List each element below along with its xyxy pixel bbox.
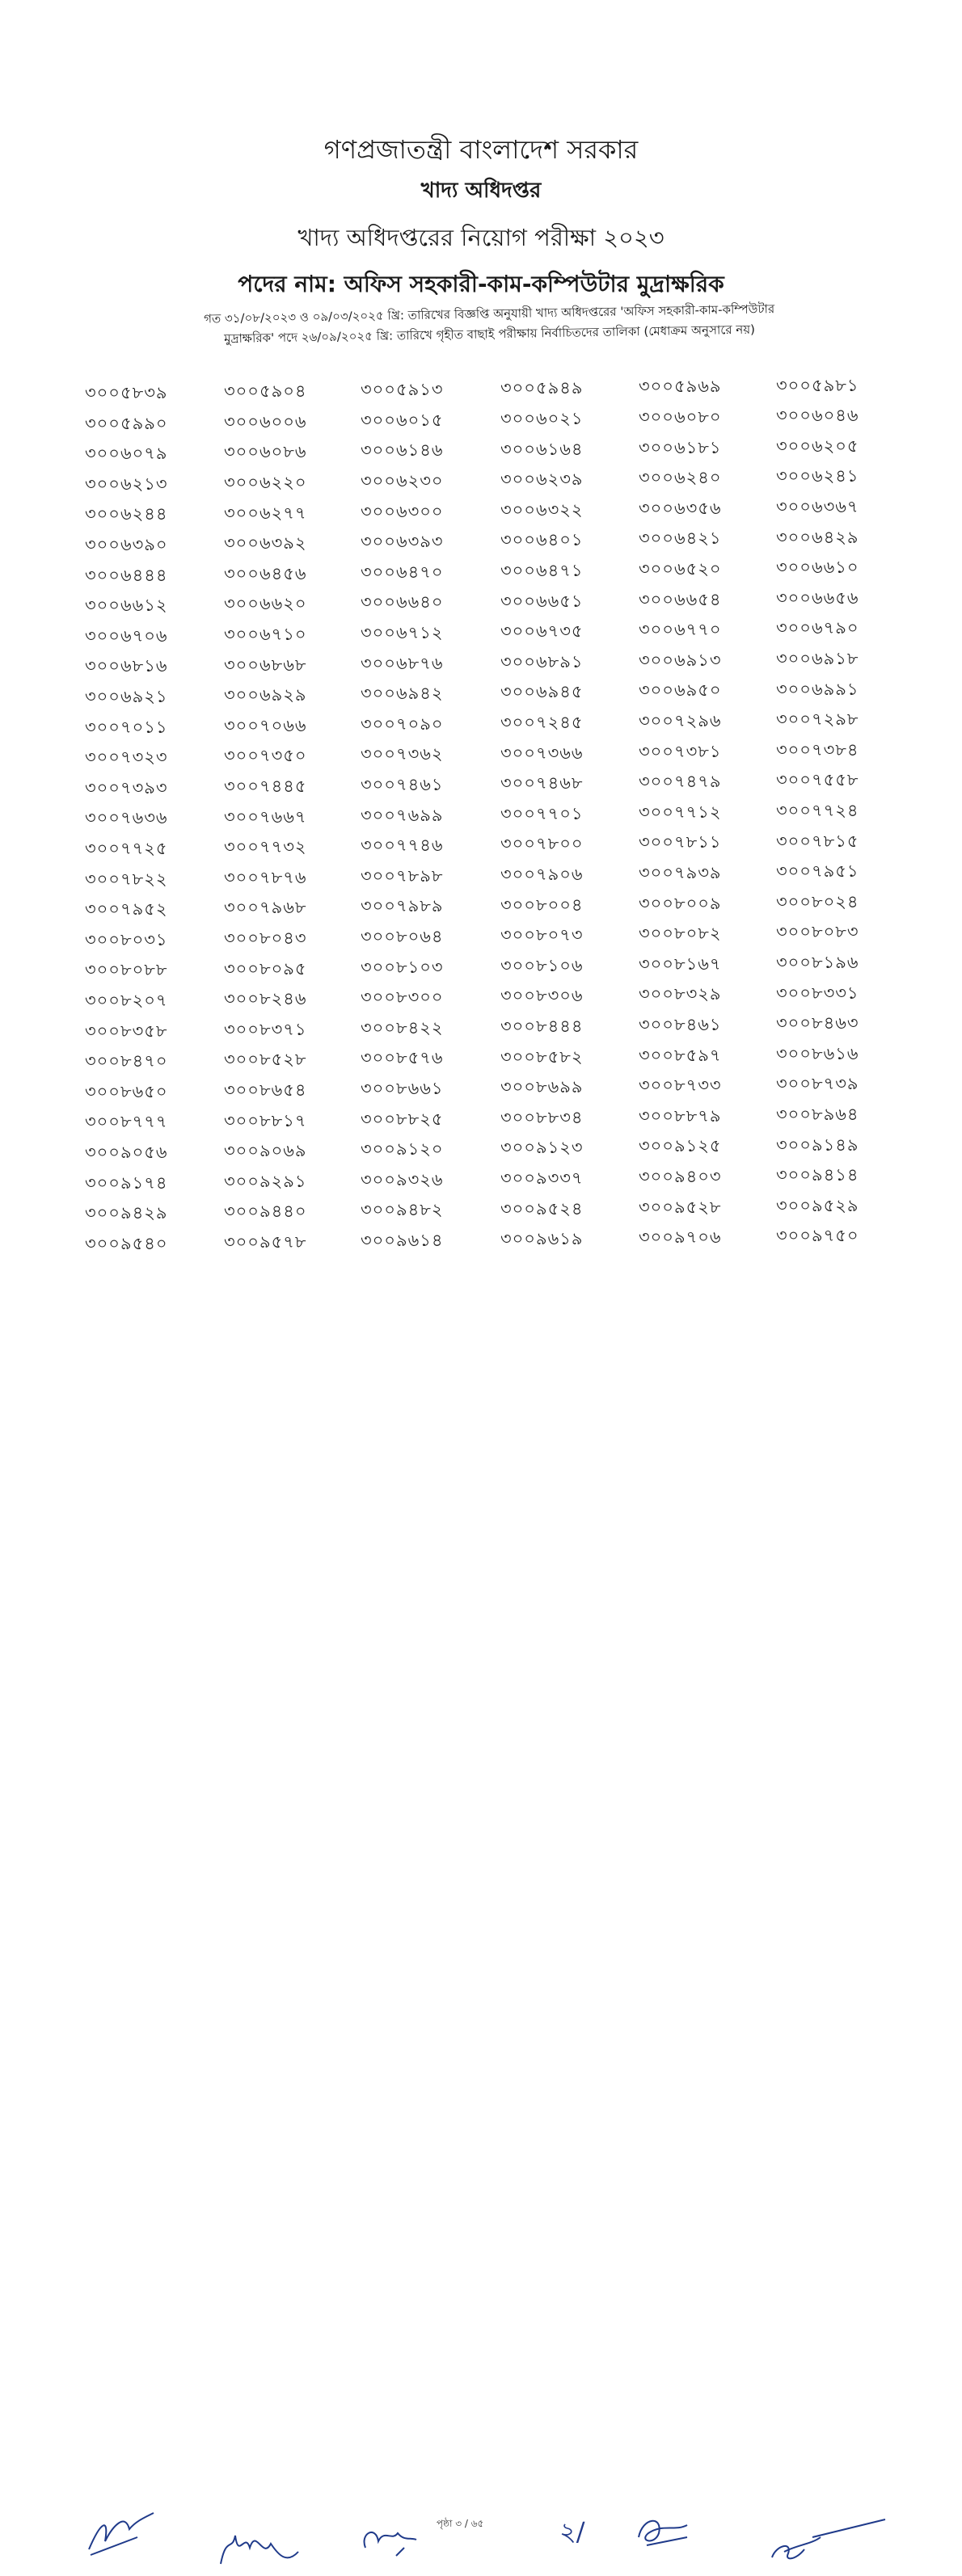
- roll-number: ৩০০৬৯২৯: [224, 685, 307, 705]
- roll-number: ৩০০৬০৮০: [639, 407, 722, 427]
- roll-number: ৩০০৬৪৫৬: [224, 563, 307, 583]
- roll-number: ৩০০৭৩৮১: [639, 741, 722, 761]
- roll-number: ৩০০৭৪৭৯: [639, 772, 722, 792]
- roll-number: ৩০০৬৩৯০: [85, 535, 168, 554]
- roll-number: ৩০০৭৩২৩: [85, 747, 168, 768]
- roll-number: ৩০০৮১৬৭: [639, 953, 722, 974]
- roll-number: ৩০০৭৩৯৩: [85, 777, 168, 798]
- roll-number: ৩০০৯৫২৯: [776, 1195, 859, 1215]
- roll-number: ৩০০৯০৫৬: [85, 1143, 168, 1162]
- roll-number: ৩০০৮৮৭৯: [639, 1105, 722, 1126]
- roll-number: ৩০০৬৬৪০: [361, 592, 444, 612]
- signature-4: [631, 2509, 695, 2553]
- roll-number: ৩০০৬৩৯২: [224, 533, 307, 554]
- roll-number: ৩০০৭৬৩৬: [85, 808, 168, 828]
- roll-number: ৩০০৮৭৩৯: [776, 1074, 859, 1094]
- roll-number: ৩০০৮৭৩৩: [639, 1075, 722, 1096]
- roll-number: ৩০০৬২৩০: [361, 471, 444, 490]
- roll-number: ৩০০৭৫৫৮: [776, 770, 859, 790]
- roll-number: ৩০০৬৬৫১: [500, 591, 584, 611]
- roll-number: ৩০০৮০৭৩: [500, 925, 584, 945]
- roll-number: ৩০০৭৮০০: [500, 834, 584, 854]
- roll-number: ৩০০৮০৪৩: [224, 928, 307, 948]
- roll-number: ৩০০৭৩৫০: [224, 746, 307, 766]
- roll-number: ৩০০৬৭৭০: [639, 620, 722, 640]
- roll-number: ৩০০৭৮১৫: [776, 831, 859, 851]
- roll-number: ৩০০৬৮৭৬: [361, 653, 444, 673]
- roll-number: ৩০০৭৭১২: [639, 802, 722, 822]
- signature-3: [356, 2517, 428, 2561]
- roll-number: ৩০০৬৯৯১: [776, 679, 859, 699]
- signature-2: [214, 2519, 303, 2576]
- roll-number: ৩০০৬০৮৬: [224, 442, 307, 462]
- roll-number: ৩০০৬৮৯১: [500, 651, 584, 671]
- roll-number: ৩০০৬৭৯০: [776, 618, 859, 638]
- roll-number: ৩০০৭৬৬৭: [224, 806, 307, 827]
- roll-number: ৩০০৮০৮৩: [776, 922, 859, 942]
- roll-number: ৩০০৬৩৯৩: [361, 532, 444, 552]
- roll-number: ৩০০৬৯১৩: [639, 650, 722, 670]
- roll-number: ৩০০৮৮২৫: [361, 1109, 444, 1129]
- roll-number: ৩০০৮৫৭৬: [361, 1048, 444, 1068]
- roll-number: ৩০০৬০২১: [500, 408, 584, 428]
- roll-number: ৩০০৮০৮২: [639, 924, 722, 944]
- intro-line-2: মুদ্রাক্ষরিক' পদে ২৬/০৯/২০২৫ খ্রি: তারিখে গৃহীত বাছাই পরীক্ষায় নির্বাচিতদের তালিকা (মেধাক্রম অনুসারে নয়): [224, 322, 756, 347]
- roll-number: ৩০০৮৫২৮: [224, 1050, 307, 1070]
- roll-number: ৩০০৯৪০৩: [639, 1167, 722, 1186]
- roll-number: ৩০০৬৯৪২: [361, 684, 444, 704]
- roll-number: ৩০০৮২৪৬: [224, 989, 307, 1009]
- roll-number: ৩০০৭৮২২: [85, 869, 168, 889]
- roll-number: ৩০০৭০৯০: [361, 713, 444, 734]
- roll-number: ৩০০৮১০৬: [500, 955, 584, 975]
- roll-number: ৩০০৮৪৬৩: [776, 1013, 859, 1033]
- roll-number: ৩০০৯৬১৪: [361, 1231, 444, 1250]
- roll-number: ৩০০৬৮১৬: [85, 656, 168, 676]
- roll-number: ৩০০৬৭৩৫: [500, 621, 584, 642]
- roll-number: ৩০০৬১৮১: [639, 437, 722, 457]
- roll-number: ৩০০৭৩৬২: [361, 744, 444, 764]
- roll-number: ৩০০৬৭০৬: [85, 625, 168, 646]
- signature-footer: [0, 1252, 962, 2547]
- roll-number: ৩০০৮৩২৯: [639, 984, 722, 1004]
- roll-number: ৩০০৮০২৪: [776, 891, 859, 911]
- roll-number: ৩০০৬২৪০: [639, 468, 722, 488]
- roll-number: ৩০০৮৪৭০: [85, 1051, 168, 1071]
- roll-number: ৩০০৬১৪৬: [361, 440, 444, 461]
- roll-number: ৩০০৭৯০৬: [500, 864, 584, 884]
- roll-number: ৩০০৯৫৭৮: [224, 1231, 307, 1252]
- roll-number: ৩০০৬০৪৬: [776, 406, 859, 426]
- roll-number: ৩০০৬৩০০: [361, 501, 444, 521]
- roll-number: ৩০০৭২৯৬: [639, 711, 722, 730]
- roll-number: ৩০০৯১৭৪: [85, 1172, 168, 1193]
- roll-number: ৩০০৯১২০: [361, 1139, 444, 1160]
- roll-number: ৩০০৮৫৮২: [500, 1046, 584, 1067]
- post-title: পদের নাম: অফিস সহকারী-কাম-কম্পিউটার মুদ্রাক্ষরিক: [238, 271, 724, 297]
- roll-number: ৩০০৮০০৪: [500, 894, 584, 915]
- roll-number: ৩০০৬৪২১: [639, 528, 722, 549]
- roll-number: ৩০০৭৮১১: [639, 832, 722, 852]
- roll-number: ৩০০৫৯৮১: [776, 375, 859, 395]
- roll-number: ৩০০৯৪১৪: [776, 1165, 859, 1185]
- roll-number: ৩০০৮০০৯: [639, 893, 722, 913]
- roll-number: ৩০০৬৯৪৫: [500, 682, 584, 702]
- roll-number: ৩০০৬২৪১: [776, 466, 859, 486]
- roll-number: ৩০০৮৮১৭: [224, 1110, 307, 1130]
- roll-number: ৩০০৯৭০৬: [639, 1227, 722, 1248]
- roll-number: ৩০০৯৬১৯: [500, 1229, 584, 1249]
- roll-number: ৩০০৯৪৮২: [361, 1200, 444, 1220]
- page-number: পৃষ্ঠা ৩ / ৬৫: [437, 2518, 484, 2529]
- roll-number: ৩০০৮৮৩৪: [500, 1107, 584, 1127]
- roll-number: ৩০০৬৪৪৪: [85, 565, 168, 585]
- roll-number: ৩০০৮৬৫০: [85, 1081, 168, 1101]
- roll-number: ৩০০৬৩৬৭: [776, 496, 859, 516]
- roll-number: ৩০০৬৯২১: [85, 687, 168, 706]
- roll-number: ৩০০৭৯৬৮: [224, 898, 307, 918]
- roll-number: ৩০০৮০৬৪: [361, 927, 444, 946]
- roll-number: ৩০০৭৪৬৮: [500, 773, 584, 793]
- roll-number: ৩০০৭৪৬১: [361, 775, 444, 794]
- roll-number: ৩০০৭৬৯৯: [361, 805, 444, 825]
- roll-number: ৩০০৬৬১২: [85, 596, 168, 616]
- roll-number: ৩০০৭৩৬৬: [500, 743, 584, 763]
- roll-number: ৩০০৬০৭৯: [85, 444, 168, 464]
- roll-number: ৩০০৯৫৪০: [85, 1233, 168, 1253]
- roll-number: ৩০০৫৯৬৯: [639, 377, 722, 397]
- roll-number: ৩০০৯৩২৬: [361, 1169, 444, 1189]
- roll-number: ৩০০৭৮৭৬: [224, 867, 307, 887]
- roll-number: ৩০০৬৫২০: [639, 559, 722, 579]
- signature-5: [756, 2513, 893, 2570]
- exam-title: খাদ্য অধিদপ্তরের নিয়োগ পরীক্ষা ২০২৩: [297, 224, 665, 251]
- roll-number: ৩০০৯৫২৪: [500, 1198, 584, 1219]
- roll-number: ৩০০৫৯৯০: [85, 413, 168, 433]
- roll-number: ৩০০৮৭৭৭: [85, 1112, 168, 1132]
- intro-line-1: গত ৩১/০৮/২০২৩ ও ০৯/০৩/২০২৫ খ্রি: তারিখের বিজ্ঞপ্তি অনুযায়ী খাদ্য অধিদপ্তরের 'অফিস সহকারী-কাম-কম্পিউটার: [203, 301, 775, 326]
- roll-number: ৩০০৫৮৩৯: [85, 383, 168, 402]
- roll-number: ৩০০৬৬১০: [776, 558, 859, 578]
- roll-number: ৩০০৮৩৭১: [224, 1019, 307, 1039]
- roll-number: ৩০০৬০১৫: [361, 410, 444, 430]
- roll-number: ৩০০৬৩৫৬: [639, 498, 722, 518]
- roll-number: ৩০০৬৬৫৪: [639, 589, 722, 609]
- roll-number: ৩০০৮৯৬৪: [776, 1104, 859, 1124]
- roll-number: ৩০০৮৩০৬: [500, 986, 584, 1006]
- roll-number: ৩০০৮৪২২: [361, 1017, 444, 1038]
- roll-number: ৩০০৭০৬৬: [224, 715, 307, 735]
- roll-number: ৩০০৯১৪৯: [776, 1134, 859, 1155]
- roll-number: ৩০০৬৪৭১: [500, 560, 584, 580]
- roll-number: ৩০০৮৪৪৪: [500, 1016, 584, 1036]
- roll-number: ৩০০৮১০৩: [361, 957, 444, 977]
- roll-number: ৩০০৬৯১৮: [776, 648, 859, 668]
- roll-number: ৩০০৮৪৬১: [639, 1015, 722, 1034]
- roll-number: ৩০০৭৮৯৮: [361, 865, 444, 886]
- roll-number: ৩০০৭০১১: [85, 717, 168, 737]
- roll-number: ৩০০৯২৯১: [224, 1171, 307, 1191]
- roll-number: ৩০০৬২১৩: [85, 474, 168, 494]
- roll-number: ৩০০৮৩০০: [361, 987, 444, 1008]
- roll-number: ৩০০৮৬৯৯: [500, 1077, 584, 1097]
- roll-number: ৩০০৭৩৮৪: [776, 739, 859, 760]
- roll-number: ৩০০৮৩৫৮: [85, 1021, 168, 1041]
- roll-number: ৩০০৮৫৯৭: [639, 1045, 722, 1065]
- roll-number: ৩০০৮০৩১: [85, 929, 168, 949]
- roll-number: ৩০০৬৪২৯: [776, 527, 859, 547]
- roll-number: ৩০০৬৯৫০: [639, 680, 722, 701]
- signature-1: [81, 2505, 158, 2561]
- roll-number: ৩০০৬৮৬৮: [224, 655, 307, 675]
- roll-number: ৩০০৬২৩৯: [500, 469, 584, 490]
- roll-number: ৩০০৬২৭৭: [224, 503, 307, 523]
- roll-number: ৩০০৭৭৪৬: [361, 836, 444, 856]
- roll-number: ৩০০৫৯১৩: [361, 380, 444, 400]
- roll-number: ৩০০৯৪২৯: [85, 1203, 168, 1223]
- department-title: খাদ্য অধিদপ্তর: [420, 179, 542, 203]
- roll-number: ৩০০৯৭৫০: [776, 1226, 859, 1246]
- roll-number: ৩০০৬০০৬: [224, 411, 307, 431]
- roll-number: ৩০০৫৯০৪: [224, 381, 307, 402]
- roll-number: ৩০০৮০৯৫: [224, 958, 307, 979]
- roll-number: ৩০০৬৪০১: [500, 530, 584, 550]
- roll-number: ৩০০৬২৪৪: [85, 504, 168, 524]
- roll-number: ৩০০৬৬৫৬: [776, 587, 859, 608]
- roll-number: ৩০০৭৭২৪: [776, 800, 859, 820]
- roll-number: ৩০০৮০৮৮: [85, 960, 168, 980]
- roll-number: ৩০০৬৩২২: [500, 499, 584, 520]
- roll-number: ৩০০৭৯৫১: [776, 861, 859, 882]
- roll-number: ৩০০৮৬৬১: [361, 1079, 444, 1098]
- roll-number: ৩০০৬৭১২: [361, 623, 444, 642]
- roll-number: ৩০০৬১৬৪: [500, 439, 584, 459]
- roll-number: ৩০০৭২৪৫: [500, 712, 584, 732]
- roll-number: ৩০০৯১২৫: [639, 1136, 722, 1156]
- roll-number: ৩০০৭৯৮৯: [361, 896, 444, 916]
- roll-number: ৩০০৭৪৪৫: [224, 776, 307, 796]
- roll-number: ৩০০৬৪৭০: [361, 562, 444, 582]
- roll-number: ৩০০৬২২০: [224, 472, 307, 492]
- roll-number: ৩০০৭৭৩২: [224, 837, 307, 857]
- roll-number: ৩০০৭৭০১: [500, 803, 584, 823]
- roll-number: ৩০০৮৬১৬: [776, 1043, 859, 1063]
- roll-number: ৩০০৯৪৪০: [224, 1202, 307, 1222]
- roll-number: ৩০০৭৯৫২: [85, 899, 168, 920]
- roll-number: ৩০০৭৯৩৯: [639, 863, 722, 882]
- roll-number: ৩০০৭২৯৮: [776, 709, 859, 730]
- roll-number: ৩০০৮১৯৬: [776, 952, 859, 972]
- roll-number: ৩০০৯৩৩৭: [500, 1168, 584, 1188]
- roll-number: ৩০০৬৬২০: [224, 594, 307, 614]
- government-title: গণপ্রজাতন্ত্রী বাংলাদেশ সরকার: [323, 134, 639, 165]
- roll-number: ৩০০৯১২৩: [500, 1138, 584, 1158]
- roll-number: ৩০০৮৩৩১: [776, 983, 859, 1003]
- roll-number: ৩০০৬৭১০: [224, 624, 307, 644]
- roll-number: ৩০০৯০৬৯: [224, 1141, 307, 1161]
- roll-number: ৩০০৭৭২৫: [85, 839, 168, 858]
- roll-number: ৩০০৮২০৭: [85, 991, 168, 1010]
- roll-number: ৩০০৮৬৫৪: [224, 1080, 307, 1100]
- roll-number: ৩০০৫৯৪৯: [500, 378, 584, 398]
- roll-number: ৩০০৯৫২৮: [639, 1197, 722, 1217]
- roll-number: ৩০০৬২০৫: [776, 436, 859, 456]
- handwritten-mark: ২/: [559, 2516, 585, 2547]
